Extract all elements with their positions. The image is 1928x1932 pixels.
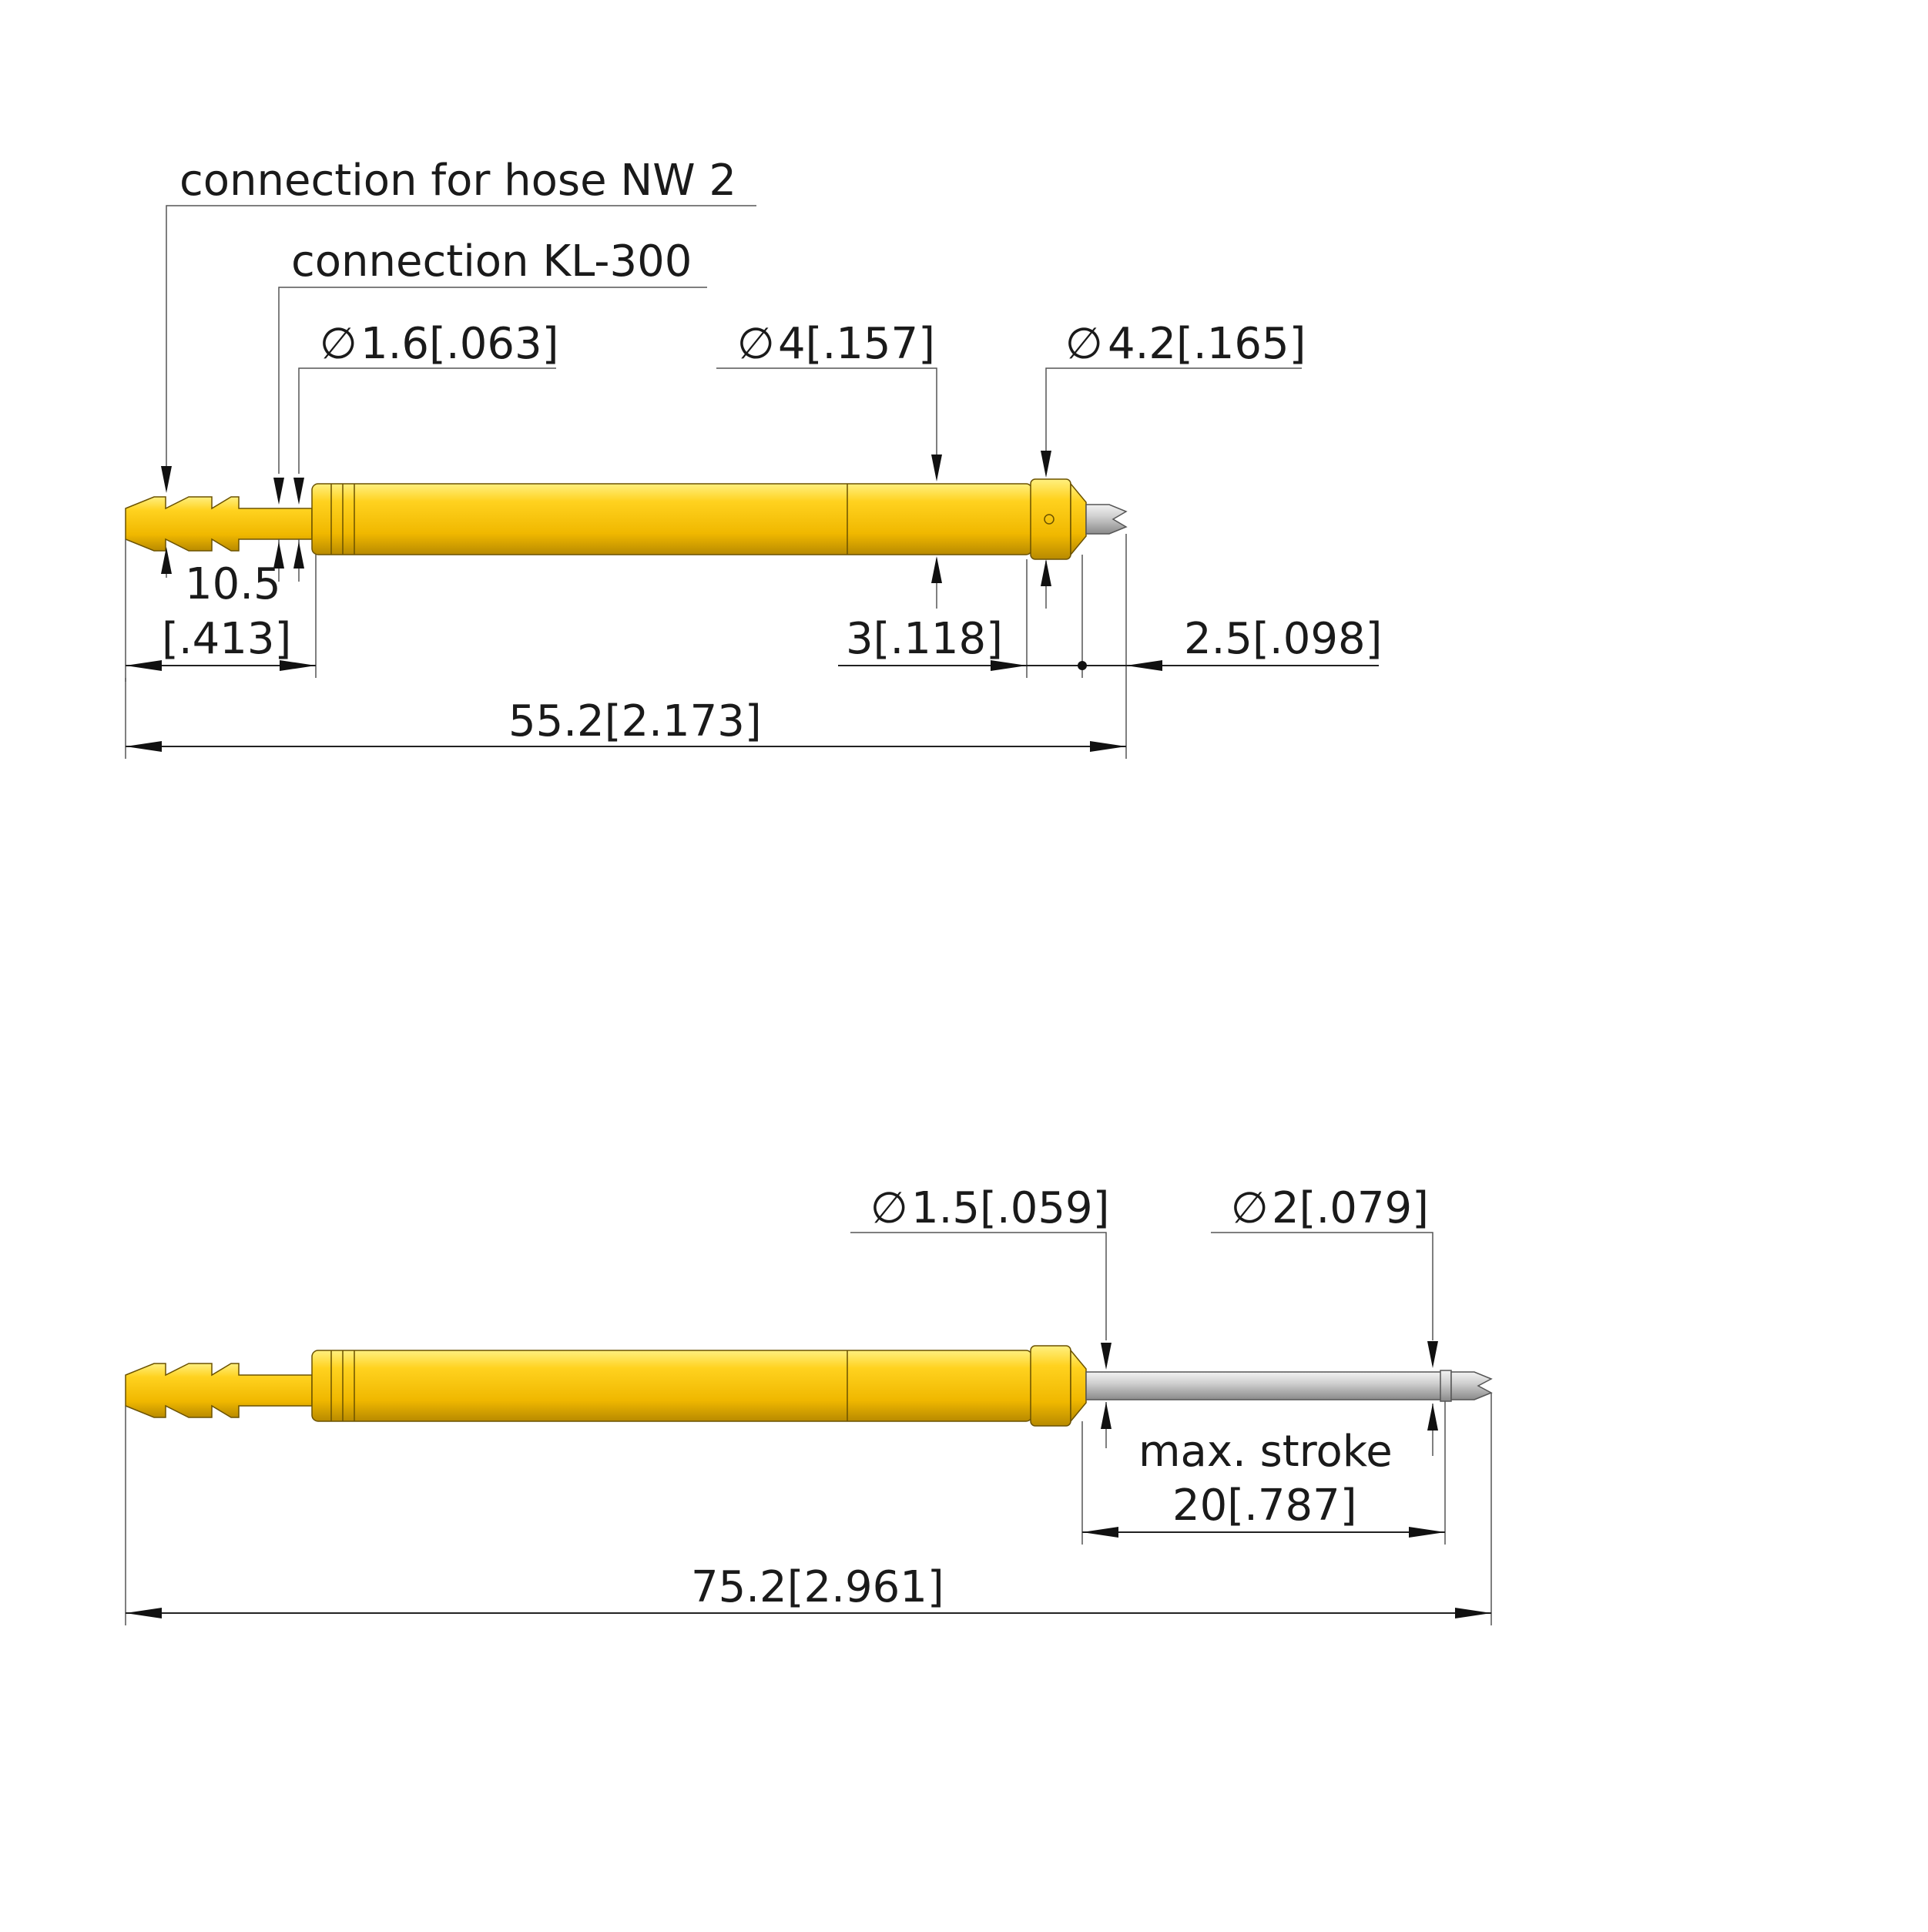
collar-bottom — [1031, 1346, 1071, 1426]
barrel-bottom — [312, 1350, 1032, 1421]
dim-collar-length: 3[.118] — [846, 614, 1004, 664]
cone-top — [1071, 484, 1086, 555]
diameter-symbol-tip: ∅ — [1231, 1183, 1269, 1233]
probe-top — [126, 479, 1126, 559]
cone-bottom — [1071, 1350, 1086, 1421]
dim-connector-diameter: 1.6[.063] — [360, 319, 559, 369]
barrel-top — [312, 484, 1032, 555]
dim-total-length-top: 55.2[2.173] — [508, 696, 762, 746]
diameter-symbol-connector: ∅ — [320, 319, 357, 369]
label-max-stroke: max. stroke — [1138, 1427, 1393, 1477]
tip-collar-bottom — [1440, 1370, 1451, 1401]
tip-bottom — [1451, 1372, 1491, 1400]
plunger-bottom — [1086, 1372, 1442, 1400]
dim-barrel-diameter: 4[.157] — [778, 319, 936, 369]
probe-bottom — [126, 1346, 1491, 1426]
hose-barb-top — [126, 497, 312, 551]
dim-tip-length: 2.5[.098] — [1184, 614, 1383, 664]
dim-stroke-length: 20[.787] — [1172, 1481, 1357, 1531]
dim-plunger-diameter: 1.5[.059] — [911, 1183, 1110, 1233]
dim-connector-length-in: [.413] — [162, 614, 292, 664]
diameter-symbol-collar: ∅ — [1065, 319, 1103, 369]
dim-tip-diameter: 2[.079] — [1272, 1183, 1430, 1233]
label-kl300-connection: connection KL-300 — [291, 236, 692, 287]
hose-barb-bottom — [126, 1363, 312, 1417]
collar-top — [1031, 479, 1071, 559]
label-hose-connection: connection for hose NW 2 — [179, 156, 737, 206]
diameter-symbol-barrel: ∅ — [737, 319, 775, 369]
dimensions-top — [126, 206, 1379, 759]
tip-top — [1086, 505, 1126, 534]
dim-collar-diameter: 4.2[.165] — [1108, 319, 1306, 369]
dim-connector-length-mm: 10.5 — [185, 559, 281, 609]
dim-total-length-bottom: 75.2[2.961] — [691, 1562, 944, 1612]
diameter-symbol-plunger: ∅ — [870, 1183, 908, 1233]
